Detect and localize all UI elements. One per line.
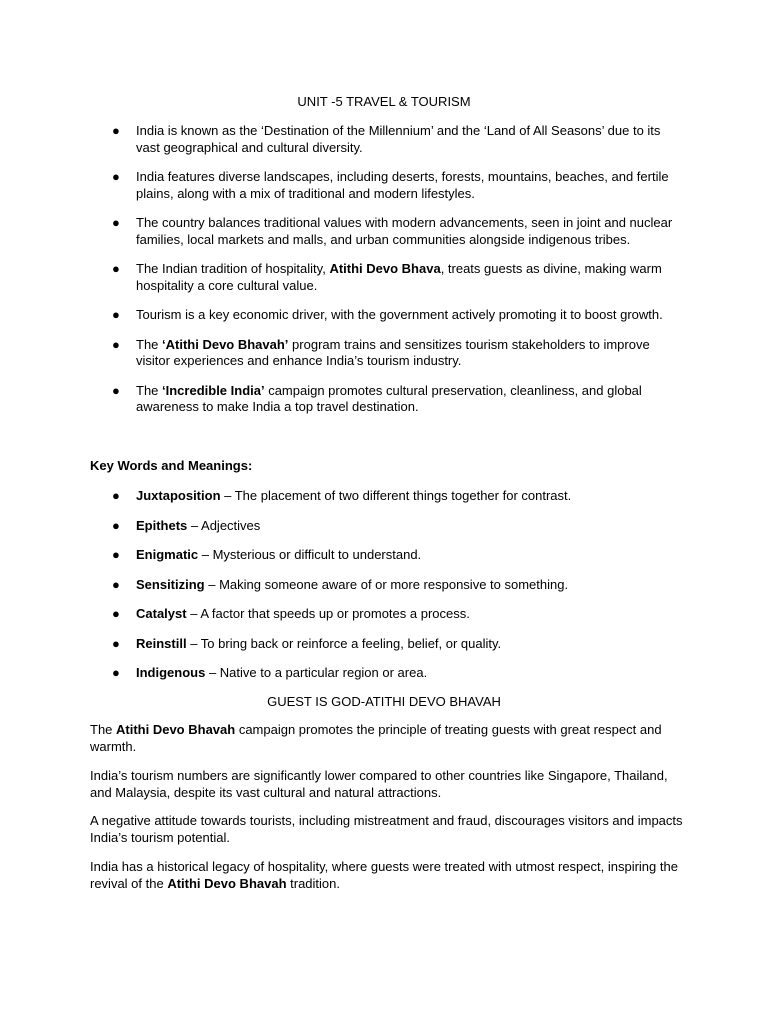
bullet-icon: ● bbox=[112, 547, 120, 562]
bullet-icon: ● bbox=[112, 307, 120, 322]
keyword-item: ● Epithets – Adjectives bbox=[112, 517, 261, 533]
keyword-item: ● Indigenous – Native to a particular region or area. bbox=[112, 665, 428, 680]
bullet-icon: ● bbox=[112, 635, 120, 651]
keyword-item: ● Catalyst – A factor that speeds up or promotes a process. bbox=[112, 606, 470, 621]
bullet-icon: ● bbox=[112, 215, 120, 230]
bullet-icon: ● bbox=[112, 606, 120, 621]
bullet-icon: ● bbox=[112, 488, 120, 503]
bullet-icon: ● bbox=[112, 261, 120, 276]
bullet-icon: ● bbox=[112, 665, 120, 680]
body-paragraph: A negative attitude towards tourists, including mistreatment and fraud, discourages visitors and impacts India’s tourism potential. bbox=[90, 813, 683, 845]
bullet-item: ● India features diverse landscapes, including deserts, forests, mountains, beaches, and fertile plains, along with a mix of traditional and modern lifestyles. bbox=[112, 169, 669, 201]
bullet-icon: ● bbox=[112, 336, 120, 352]
intro-bullet-list bbox=[90, 123, 690, 416]
keyword-item: ● Sensitizing – Making someone aware of or more responsive to something. bbox=[112, 576, 569, 592]
bullet-item: ● India is known as the ‘Destination of the Millennium’ and the ‘Land of All Seasons’ due to its vast geographical and cultural diversity. bbox=[112, 123, 661, 155]
bullet-item: ● Tourism is a key economic driver, with the government actively promoting it to boost growth. bbox=[112, 307, 663, 322]
keywords-heading: Key Words and Meanings: bbox=[90, 458, 253, 473]
keyword-item: ● Reinstill – To bring back or reinforce a feeling, belief, or quality. bbox=[112, 635, 502, 651]
document-title: UNIT -5 TRAVEL & TOURISM bbox=[297, 94, 471, 109]
body-paragraph: The Atithi Devo Bhavah campaign promotes the principle of treating guests with great respect and warmth. bbox=[90, 722, 662, 754]
bullet-icon: ● bbox=[112, 517, 120, 533]
keyword-item: ● Enigmatic – Mysterious or difficult to understand. bbox=[112, 547, 422, 562]
bullet-icon: ● bbox=[112, 169, 120, 184]
bullet-icon: ● bbox=[112, 123, 120, 138]
bullet-item: ● The ‘Atithi Devo Bhavah’ program trains and sensitizes tourism stakeholders to improve visitor experiences and enhance India’s tourism industry. bbox=[112, 336, 650, 368]
body-paragraph: India has a historical legacy of hospitality, where guests were treated with utmost respect, inspiring the revival of the Atithi Devo Bhavah tradition. bbox=[90, 859, 678, 891]
bullet-item: ● The Indian tradition of hospitality, Atithi Devo Bhava, treats guests as divine, making warm hospitality a core cultural value. bbox=[112, 261, 662, 293]
keywords-list bbox=[90, 488, 690, 682]
bullet-item: ● The ‘Incredible India’ campaign promotes cultural preservation, cleanliness, and global awareness to make India a top travel destination. bbox=[112, 382, 642, 414]
body-paragraph: India’s tourism numbers are significantly lower compared to other countries like Singapore, Thailand, and Malaysia, despite its vast cultural and natural attractions. bbox=[90, 768, 668, 800]
bullet-icon: ● bbox=[112, 576, 120, 592]
bullet-icon: ● bbox=[112, 382, 120, 398]
keyword-item: ● Juxtaposition – The placement of two different things together for contrast. bbox=[112, 488, 572, 503]
section-title: GUEST IS GOD-ATITHI DEVO BHAVAH bbox=[267, 694, 501, 709]
bullet-item: ● The country balances traditional values with modern advancements, seen in joint and nuclear families, local markets and malls, and urban communities alongside indigenous tribes. bbox=[112, 215, 673, 247]
